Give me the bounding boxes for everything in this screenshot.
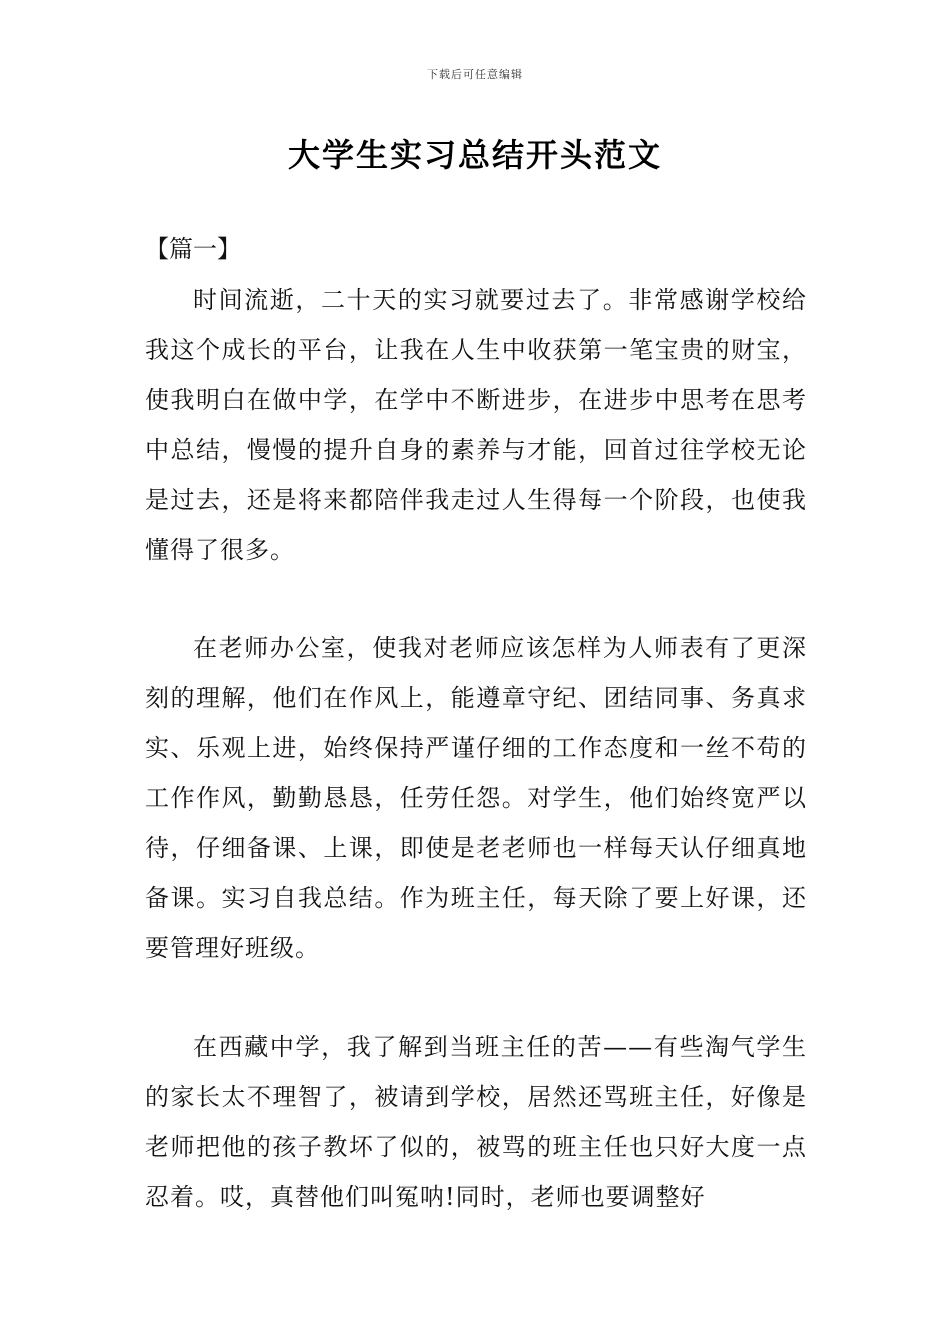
paragraph-3-block bbox=[145, 1022, 807, 1222]
paragraph-2-block bbox=[145, 623, 807, 973]
section-label: 【篇一】 bbox=[145, 235, 241, 263]
header-note: 下载后可任意编辑 bbox=[427, 68, 523, 81]
paragraph: 在西藏中学，我了解到当班主任的苦——有些淘气学生的家长太不理智了，被请到学校，居然还骂班主任，好像是老师把他的孩子教坏了似的，被骂的班主任也只好大度一点忍着。哎，真替他们叫冤呐!同时，老师也要调整好 bbox=[145, 1033, 807, 1211]
paragraph: 时间流逝，二十天的实习就要过去了。非常感谢学校给我这个成长的平台，让我在人生中收获第一笔宝贵的财宝，使我明白在做中学，在学中不断进步，在进步中思考在思考中总结，慢慢的提升自身的素养与才能，回首过往学校无论是过去，还是将来都陪伴我走过人生得每一个阶段，也使我懂得了很多。 bbox=[145, 286, 807, 564]
document-title: 大学生实习总结开头范文 bbox=[287, 136, 662, 174]
paragraph-1-block bbox=[145, 275, 807, 575]
paragraph: 在老师办公室，使我对老师应该怎样为人师表有了更深刻的理解，他们在作风上，能遵章守纪、团结同事、务真求实、乐观上进，始终保持严谨仔细的工作态度和一丝不苟的工作作风，勤勤恳恳，任劳任怨。对学生，他们始终宽严以待，仔细备课、上课，即使是老老师也一样每天认仔细真地备课。实习自我总结。作为班主任，每天除了要上好课，还要管理好班级。 bbox=[145, 634, 807, 962]
